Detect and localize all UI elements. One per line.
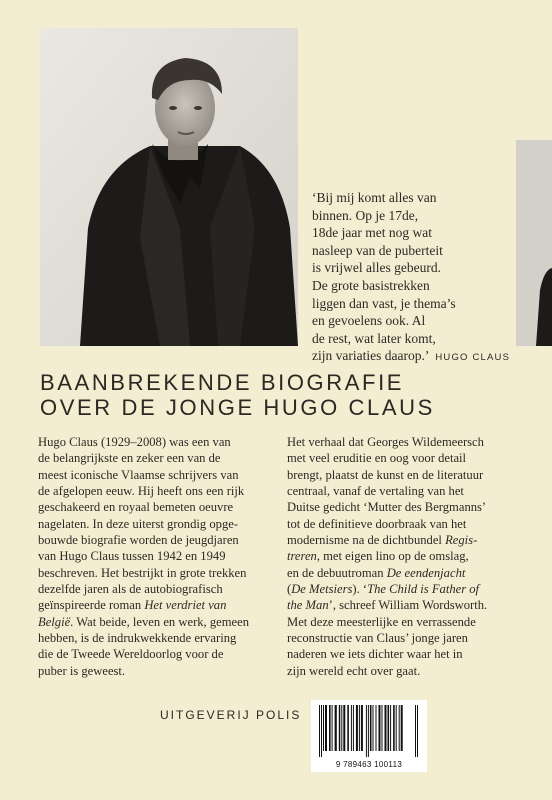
barcode-bar [399, 705, 400, 751]
blurb-line: naderen we iets dichter waar het in [287, 647, 463, 662]
barcode-bar [353, 705, 354, 751]
headline-line-2: OVER DE JONGE HUGO CLAUS [40, 395, 435, 420]
author-portrait-photo [40, 28, 298, 346]
barcode-bar [376, 705, 377, 751]
blurb-text: ’, schreef William Wordsworth. [328, 598, 488, 613]
barcode-bar [361, 705, 363, 751]
secondary-photo-fragment [516, 140, 552, 346]
barcode-bar [343, 705, 345, 751]
blurb-line: de belangrijkste en zeker een van de [38, 451, 221, 466]
barcode-bar [385, 705, 387, 751]
barcode-bar [382, 705, 383, 751]
barcode-bar [339, 705, 341, 751]
blurb-line [287, 565, 527, 581]
barcode-bar [373, 705, 374, 751]
book-title-italic: De eendenjacht [386, 565, 466, 580]
book-title-italic: the Man [287, 598, 329, 613]
quote-line: De grote basistrekken [312, 277, 430, 293]
barcode-bar [321, 705, 322, 757]
blurb-line: van Hugo Claus tussen 1942 en 1949 [38, 549, 226, 564]
blurb-text: geïnspireerde roman [38, 598, 142, 613]
headline-line-1: BAANBREKENDE BIOGRAFIE [40, 370, 405, 395]
blurb-line: bouwde biografie worden de jeugdjaren [38, 533, 239, 548]
blurb-line: puber is geweest. [38, 663, 126, 678]
barcode-bar [356, 705, 358, 751]
book-title-italic: The Child is Father of [367, 582, 480, 597]
blurb-line: geschakeerd en royaal bemeten oeuvre [38, 500, 234, 515]
blurb-right-column [287, 434, 527, 679]
barcode-bar [323, 705, 324, 751]
quote-line: de rest, wat later komt, [312, 330, 436, 346]
blurb-line: Met deze meesterlijke en verrassende [287, 614, 476, 629]
barcode-bar [401, 705, 403, 751]
barcode-bar [351, 705, 352, 751]
blurb-text: . Wat beide, leven en werk, gemeen [70, 614, 250, 629]
blurb-line: meest iconische Vlaamse schrijvers van [38, 467, 239, 482]
blurb-left-column [38, 434, 278, 679]
barcode-bar [388, 705, 390, 751]
quote-line: binnen. Op je 17de, [312, 207, 419, 223]
blurb-line: nagelaten. In deze uiterst grondig opge- [38, 516, 239, 531]
quote-line: liggen dan vast, je thema’s [312, 295, 456, 311]
barcode-bar [396, 705, 397, 751]
barcode-bar [335, 705, 337, 751]
barcode-bar [319, 705, 320, 757]
barcode-bar [329, 705, 331, 751]
quote-author: HUGO CLAUS [435, 352, 511, 364]
blurb-line: beschreven. Het bestrijkt in grote trekken [38, 565, 247, 580]
barcode-bar [368, 705, 369, 757]
blurb-line: zijn wereld echt over gaat. [287, 663, 421, 678]
blurb-line: de afgelopen eeuw. Hij heeft ons een rijk [38, 484, 245, 499]
barcode-bar [379, 705, 381, 751]
blurb-line: met veel eruditie en oog voor detail [287, 451, 467, 466]
barcode-bar [390, 705, 391, 751]
blurb-line [38, 614, 278, 630]
book-title-italic: België [38, 614, 71, 629]
quote-line: nasleep van de puberteit [312, 242, 443, 258]
blurb-line: hebben, is de indrukwekkende ervaring [38, 631, 237, 646]
barcode-bar [393, 705, 395, 751]
barcode-bar [347, 705, 349, 751]
author-quote [312, 189, 512, 367]
quote-line: is vrijwel alles gebeurd. [312, 260, 441, 276]
quote-line: ‘Bij mij komt alles van [312, 190, 437, 205]
blurb-line: reconstructie van Claus’ jonge jaren [287, 631, 468, 646]
barcode-bar [415, 705, 416, 757]
publisher-name: UITGEVERIJ POLIS [160, 708, 302, 722]
blurb-line: die de Tweede Wereldoorlog voor de [38, 647, 224, 662]
blurb-line [287, 532, 527, 548]
book-title-italic: Regis- [445, 533, 478, 548]
barcode-bar [325, 705, 327, 751]
blurb-line [287, 548, 527, 564]
barcode-bar [359, 705, 360, 751]
blurb-line: centraal, vanaf de vertaling van het [287, 484, 464, 499]
barcode-bars [317, 705, 421, 757]
blurb-text: en de debuutroman [287, 565, 384, 580]
quote-line-last [312, 347, 512, 367]
blurb-line [38, 597, 278, 613]
blurb-text: modernisme na de dichtbundel [287, 533, 442, 548]
isbn-number: 9 789463 100113 [335, 760, 403, 769]
barcode-bar [417, 705, 418, 757]
blurb-text: , met eigen lino op de omslag, [316, 549, 469, 564]
blurb-line [287, 581, 527, 597]
blurb-line: Hugo Claus (1929–2008) was een van [38, 435, 231, 449]
quote-line: 18de jaar met nog wat [312, 225, 432, 241]
barcode-bar [366, 705, 367, 757]
blurb-line [287, 597, 527, 613]
book-title-italic: Het verdriet van [144, 598, 227, 613]
quote-line-text: zijn variaties daarop.’ [312, 348, 430, 364]
book-title-italic: De Metsiers [291, 582, 353, 597]
blurb-text: ). ‘ [352, 582, 368, 597]
blurb-line: Duitse gedicht ‘Mutter des Bergmanns’ [287, 500, 487, 515]
blurb-line: Het verhaal dat Georges Wildemeersch [287, 435, 484, 449]
barcode-bar [332, 705, 333, 751]
blurb-line: tot de definitieve doorbraak van het [287, 516, 467, 531]
quote-line: en gevoelens ook. Al [312, 313, 426, 329]
blurb-line: dezelfde jaren als de autobiografisch [38, 582, 223, 597]
blurb-line: brengt, plaatst de kunst en de literatuur [287, 467, 484, 482]
book-title-italic: treren [287, 549, 317, 564]
blurb-text: ( [287, 582, 292, 597]
headline [40, 370, 435, 420]
isbn-barcode [311, 700, 427, 772]
barcode-bar [341, 705, 342, 751]
barcode-bar [370, 705, 372, 751]
